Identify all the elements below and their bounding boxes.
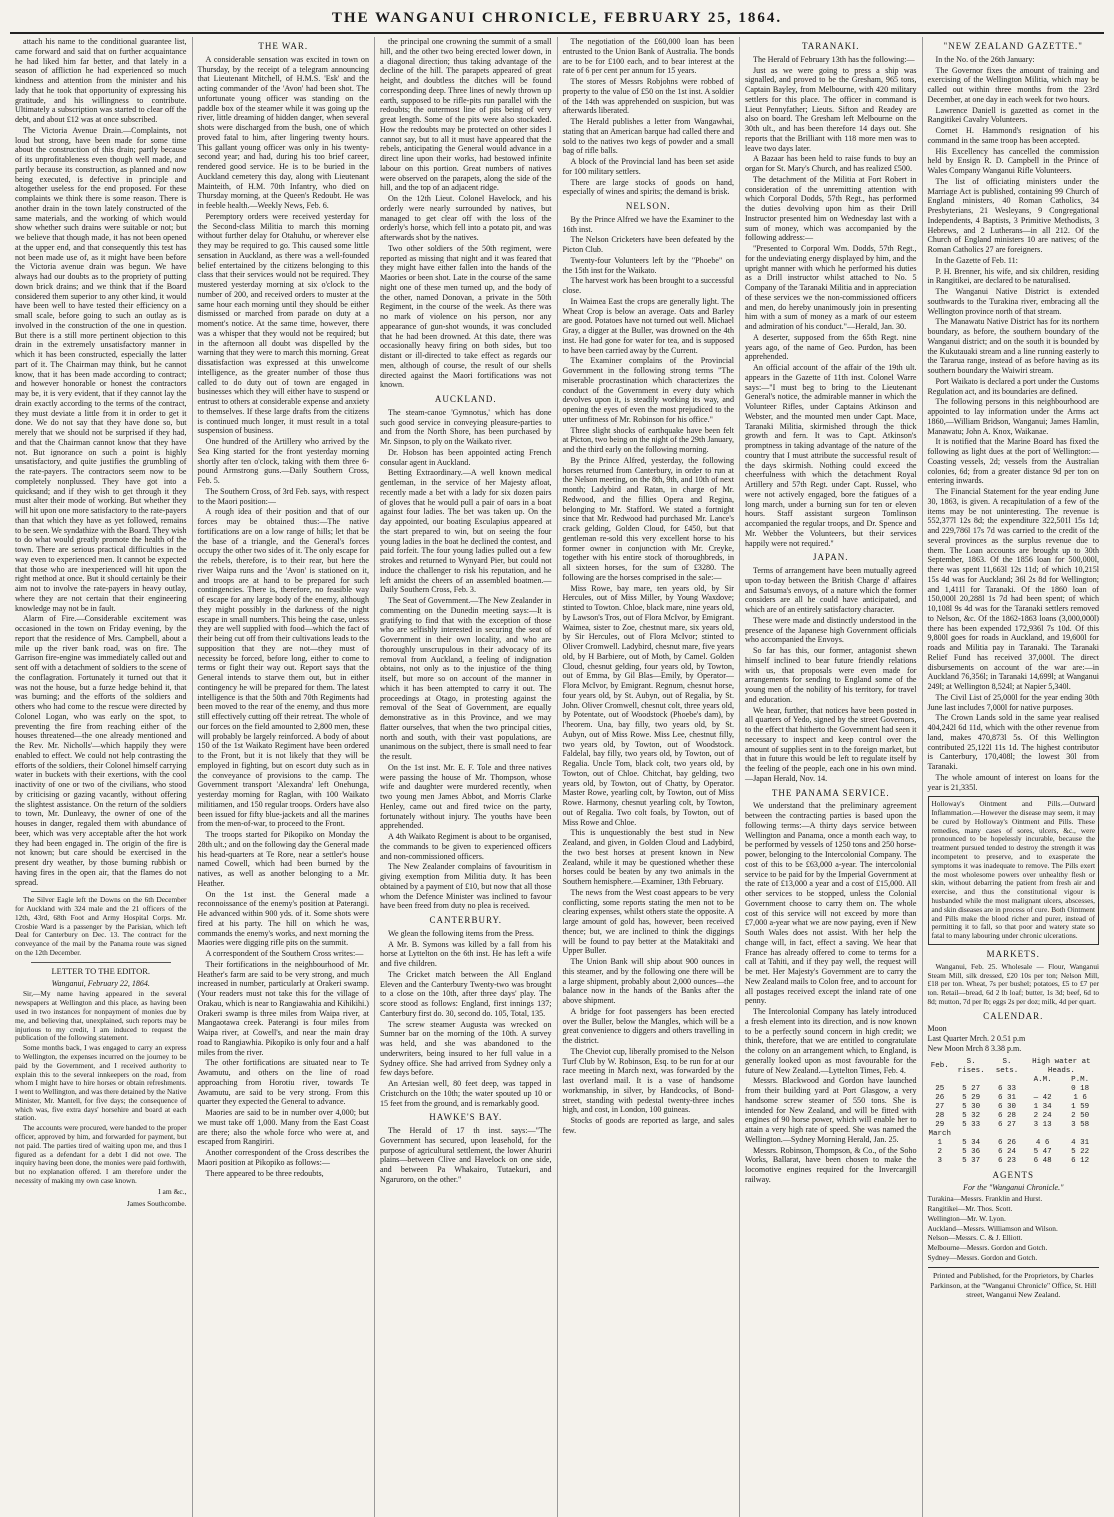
- article-paragraph: The Herald of February 13th has the following:—: [753, 54, 915, 64]
- article-paragraph: On the 12th Lieut. Colonel Havelock, and his orderly were nearly surrounded by natives, but managed to get clear off with the loss of the orderly's horse, which fell into a potato pit, and was afterwards shot by the natives.: [380, 194, 552, 242]
- tide-cell: 5 47: [1033, 1147, 1052, 1156]
- tide-cell: 6 48: [1033, 1156, 1052, 1165]
- tide-cell: 5 36: [962, 1147, 981, 1156]
- article-paragraph: The Intercolonial Company has lately introduced a fresh element into its direction, and is now known to be a perfectly sound concern in high credit; we think, therefore, that we are entitled to congratulate the colony on an arrangement which, to England, is generally looked upon as most favourable for the future of New Zealand.—Lyttelton Times, Feb. 4.: [745, 1007, 917, 1075]
- agent-entry: Nelson—Messrs. C. & J. Elliott.: [927, 1233, 1023, 1243]
- article-paragraph: The negotiation of the £60,000 loan has been entrusted to the Union Bank of Australia. The bonds are to be for £100 each, and to bear interest at the rate of 6 per cent per annum for 15 years.: [562, 37, 734, 76]
- tide-cell: 5 34: [962, 1138, 981, 1147]
- tide-cell: 6 30: [997, 1102, 1016, 1111]
- tide-cell: 3 13: [1033, 1120, 1052, 1129]
- tide-cell: — 42: [1033, 1093, 1052, 1102]
- article-paragraph: The Herald of 17 th inst. says:—"The Government has secured, upon leasehold, for the purpose of agricultural settlement, the lower Ahuriri plains—between Clive and Havelock on one side, and between Pa Whakairo, Tutaekuri, and Ngaruroro, on the other.": [380, 1126, 552, 1184]
- article-paragraph: We glean the following items from the Press.: [388, 928, 534, 938]
- tide-cell: 5 22: [1071, 1147, 1090, 1156]
- article-paragraph: The steam-canoe 'Gymnotus,' which has done such good service in conveying pleasure-parties to and from the North Shore, has been purchased by Mr. Sinpson, to ply on the Waikato river.: [380, 407, 552, 446]
- tide-cell: 6 24: [997, 1147, 1016, 1156]
- agent-entry: Rangitikei—Mr. Thos. Scott.: [927, 1204, 1013, 1214]
- article-paragraph: The troops started for Pikopiko on Monday the 28th ult.; and on the following day the General made his head-quarters at Te Rore, near a settler's house named Cowell, which had been burned by the natives, as well as another belonging to a Mr. Heather.: [197, 830, 369, 888]
- tide-header-row: [928, 1058, 1100, 1076]
- article-paragraph: A deserter, supposed from the 65th Regt. nine years ago, of the name of Geo. Purdon, has been apprehended.: [745, 332, 917, 362]
- section-heading: TARANAKI.: [801, 41, 860, 51]
- section-heading: THE WAR.: [258, 41, 309, 51]
- tide-cell: 1: [937, 1138, 943, 1147]
- letter-signature: James Southcombe.: [126, 1198, 187, 1208]
- tide-cell: 5 37: [962, 1156, 981, 1165]
- divider: [31, 891, 171, 892]
- article-paragraph: On the 1st inst. the General made a reconnoissance of the enemy's position at Paterangi. He advanced within 900 yds. of it. Some shots were fired at his party. The hill on which he was, commands the enemy's works, and next morning the Maories were digging rifle pits on the summit.: [197, 889, 369, 948]
- article-paragraph: There are large stocks of goods on hand, especially of wines and spirits; the demand is brisk.: [562, 177, 734, 197]
- columns: [10, 37, 1104, 1517]
- tide-cell: 0 18: [1071, 1084, 1090, 1093]
- moon-phases: [928, 1024, 1100, 1053]
- article-paragraph: attach his name to the conditional guarantee list, came forward and said that on further acquaintance he had liked him far better, and that lately in a season of affliction he had experienced so much kindness and attention from the minister and his lady that he took that opportunity of expressing his gratitude, and his willingness to contribute. Ultimately a subscription was started to clear off the debt, and about £12 was at once subscribed.: [15, 37, 187, 124]
- article-paragraph: We hear, further, that notices have been posted in all quarters of Yedo, signed by the street Governors, to the effect that hitherto the Government had seen it necessary to inspect and keep control over the amount of supplies sent in to the foreign market, but that in future this would be left to regulate itself by the feeling of the people, each one in his own mind.—Japan Herald, Nov. 14.: [745, 705, 917, 783]
- agent-entry: Wellington—Mr. W. Lyon.: [927, 1213, 1006, 1223]
- tide-subheader: [952, 1076, 990, 1085]
- tide-subheader: [928, 1076, 953, 1085]
- tide-cell: 5 32: [962, 1111, 981, 1120]
- article-paragraph: So far has this, our former, antagonist shewn himself inclined to bear future friendly relations with us, that proposals were even made for arrangements for sending to England some of the young men of the nobility of his territory, for travel and education.: [745, 646, 917, 704]
- article-paragraph: Stocks of goods are reported as large, and sales few.: [562, 1116, 734, 1135]
- article-paragraph: The screw steamer Augusta was wrecked on Sumner bar on the morning of the 10th. A survey was held, and she was abandoned to the underwriters, being insured to her full value in a Sydney office. She had arrived from Sydney only a few days before.: [380, 1019, 552, 1078]
- article-paragraph: A bridge for foot passengers has been erected over the Buller, below the Mangles, which will be a great convenience to diggers and others travelling in the district.: [562, 1006, 734, 1045]
- letter-dateline: Wanganui, February 22, 1864.: [51, 978, 150, 988]
- article-paragraph: The Governor fixes the amount of training and exercising of the Wellington Militia, which may be called out within three months from the 23rd December, at one day in each week for two hours.: [927, 65, 1099, 104]
- article-paragraph: Terms of arrangement have been mutually agreed upon to-day between the British Charge d' affaires and Satsuma's envoys, of a nature which the former considers are all he could have anticipated, and which are of an entirely satisfactory character.: [745, 566, 917, 614]
- tide-cell: 4 6: [1035, 1138, 1050, 1147]
- tide-cell: 6 27: [997, 1120, 1016, 1129]
- article-paragraph: The Nelson Cricketers have been defeated by the Picton Club.: [562, 235, 734, 254]
- article-paragraph: Cornet H. Hammond's resignation of his command in the same troop has been accepted.: [927, 126, 1099, 145]
- article-paragraph: Dr. Hobson has been appointed acting French consular agent in Auckland.: [380, 447, 552, 467]
- section-heading: AUCKLAND.: [434, 394, 497, 404]
- tide-cell: [1024, 1130, 1062, 1139]
- article-paragraph: The stores of Messrs Robjohns were robbed of property to the value of £50 on the 1st inst. A soldier of the 14th was apprehended on suspicion, but was afterwards liberated.: [562, 77, 734, 116]
- tide-row: [928, 1112, 1100, 1121]
- article-paragraph: In Waimea East the crops are generally light. The Wheat Crop is below an average. Oats and Barley are good. Potatoes have not turned out well. Michael Gray, a digger at the Buller, was drowned on the 4th inst. He had gone for water for tea, and is supposed to have been carried away by the Current.: [562, 296, 734, 355]
- tide-row: [928, 1085, 1100, 1094]
- article-paragraph: The Financial Statement for the year ending June 30, 1863, is given. A recapitulation of a few of the items may be not uninteresting. The revenue is 552,377l 12s 8d; the expenditure 322,501l 15s 1d; and 229,786l 17s 7d was carried to the credit of the several provinces as the surplus revenue due to them. The Loan accounts are brought up to 30th September, 1863. Of the 1856 loan for 500,000l, there was spent 11,663l 12s 11d; of which 10,215l 15s 4d was for Auckland; 36l 2s 8d for Wellington; and 1,411l for Taranaki. Of the 1860 loan of 150,000l 20,288l 1s 7d had been spent; of which 10,108l 9s 4d was for the Taranaki settlers removed to Nelson, &c. Of the 1862-1863 loans (3,000,000l) there has been expended 172,936l 7s 10d. Of this 9,800l goes for roads in Auckland, and 19,600l for roads and Militia pay in Taranaki. The Taranaki Relief Fund has received 37,000l. The direct disbursements on account of the war are:—in Auckland 76,356l; in Taranaki 14,699l; at Wanganui 249l; at Wellington 8,524l; at Napier 5,340l.: [927, 487, 1099, 691]
- agents-list: [928, 1195, 1100, 1263]
- letter-paragraph: Sir,—My name having appeared in the several newspapers at Wellington and this place, as having been used in two instances for nonpayment of monies due by me, and believing that, unexplained, such reports may be injurious to my credit, I am induced to request the publication of the following statement.: [15, 989, 187, 1043]
- tide-subheader: P.M.: [1071, 1075, 1090, 1084]
- column-1: [10, 37, 193, 1517]
- article-paragraph: A block of the Provincial land has been set aside for 100 military settlers.: [562, 157, 734, 176]
- tide-subheader: A.M.: [1033, 1075, 1052, 1084]
- tide-header: S. sets.: [995, 1057, 1019, 1075]
- tide-header: S. rises.: [957, 1057, 985, 1075]
- article-paragraph: The whole amount of interest on loans for the year is 21,335l.: [927, 772, 1099, 792]
- letter-close: I am &c.,: [158, 1186, 187, 1196]
- section-heading: AGENTS: [992, 1169, 1034, 1180]
- moon-phase: New Moon Mrch 8 3.38 p.m.: [927, 1043, 1022, 1053]
- article-paragraph: An official account of the affair of the 19th ult. appears in the Gazette of 11th inst. Colonel Warre says:—"I must beg to bring to the Lieutenant General's notice, the admirable manner in which the Volunteer Rifles, under Captains Atkinson and Webster, and the mounted men under Capt. Mace, Taranaki Militia, skirmished through the thick growth and fern. It was to Capt. Atkinson's promptness in taking advantage of the nature of the country that I must attribute the successful result of the days skirmish. Nothing could exceed the cheerfulness with which the detachment Royal Artillery and 57th Regt. under Capt. Russel, who were not actively engaged, bore the fatigues of a long march, under a burning sun for ten or eleven hours. Staff assistant surgeon Tomlinson accompanied the regular troops, and Dr. Spence and Mr. Webber the Volunteers, but their services happily were not required.": [745, 363, 917, 548]
- tide-cell: 5 29: [962, 1093, 981, 1102]
- tide-row: [928, 1148, 1100, 1157]
- tide-subheader: [990, 1076, 1024, 1085]
- section-heading: CALENDAR.: [983, 1010, 1044, 1021]
- article-paragraph: The Southern Cross, of 3rd Feb. says, with respect to the Maori position:—: [197, 486, 369, 506]
- article-paragraph: In the No. of the 26th January:: [935, 54, 1035, 64]
- tide-cell: 6 23: [997, 1156, 1016, 1165]
- tide-cell: 6 33: [997, 1084, 1016, 1093]
- tide-cell: [990, 1130, 1024, 1139]
- markets-report: Wanganui, Feb. 25. Wholesale — Flour, Wanganui Steam Mill, silk dressed, £20 10s per ton; Nelson Mill, £18 per ton. Wheat, 7s per bushel; potatoes, £5 to £7 per ton. Retail—bread, 6d 2 lb loaf; butter, 1s 3d; beef, 6d to 8d; mutton, 7d per lb; eggs 2s per doz; milk, 4d per quart.: [927, 961, 1099, 1006]
- section-heading: NELSON.: [625, 201, 671, 211]
- section-heading: JAPAN.: [813, 552, 849, 563]
- tide-cell: 5 30: [962, 1102, 981, 1111]
- tide-cell: [952, 1130, 990, 1139]
- article-paragraph: The detachment of the Militia at Fort Robert in consideration of the unremitting attention with which Corporal Dodds, 57th Regt., has performed the duties devolving upon him as their Drill Instructor presented him on Wednesday last with a sum of money, which was accompanied by the following address:—: [745, 174, 917, 243]
- article-paragraph: A correspondent of the Southern Cross writes:—: [205, 949, 364, 958]
- tide-cell: 2 50: [1071, 1111, 1090, 1120]
- tide-subheader-row: [928, 1076, 1100, 1085]
- tide-row: [928, 1094, 1100, 1103]
- tide-cell: 6 12: [1071, 1156, 1090, 1165]
- article-paragraph: The harvest work has been brought to a successful close.: [562, 276, 734, 295]
- tide-cell: 5 33: [962, 1120, 981, 1129]
- article-paragraph: The following persons in this neighbourhood are appointed to lay information under the Arms act 1860,—William Bridson, Wanganui; James Hamlin, Manawatu; John A. Knox, Waikanae.: [927, 397, 1099, 436]
- tide-cell: March: [928, 1129, 952, 1138]
- article-paragraph: "Presented to Corporal Wm. Dodds, 57th Regt., for the undeviating energy displayed by him, and the upright manner with which he performed his duties as a Drill instructor whilst attached to No. 5 Company of the Taranaki Militia and in appreciation of these services we the non-commissioned officers and men, do hereby unanimously join in presenting him with a sum of money as a mark of our esteem and admiration of his conduct."—Herald, Jan. 30.: [745, 244, 917, 331]
- agent-entry: Sydney—Messrs. Gordon and Gotch.: [927, 1253, 1038, 1263]
- agent-entry: Turakina—Messrs. Franklin and Hurst.: [927, 1194, 1043, 1204]
- tide-cell: [1024, 1085, 1062, 1094]
- article-paragraph: Alarm of Fire.—Considerable excitement was occasioned in the town on Friday evening, by the report that the residence of Mrs. Campbell, about a mile up the river bank road, was on fire. The Garrison fire-engine was immediately called out and sent off with a detachment of soldiers to the scene of the conflagration. Fortunately it turned out that it was not the house, but a furze hedge behind it, that was burning; and the efforts of the soldiers and others who had come to the rescue were directed by Colonel Logan, who was early on the spot, to preventing the fire from reaching either of the houses threatened—the one already mentioned and the Rev. Mr. Nicholls'—which happily they were enabled to effect. We could not help contrasting the efforts of the soldiers, their Colonel himself carrying water in buckets with their exertions, with the cool inactivity of one or two of the civilians, who stood by criticising or gazing vacantly, without offering the slightest assistance. On the return of the soldiers to town, Mr. Dunleavy, the owner of one of the houses in danger, regaled them with abundance of beer, which was very acceptable after the hot work they had been engaged in. The origin of the fire is not known; but care should be exercised in the present dry weather, by those burning rubbish or having fires in the open air, that the flames do not spread.: [15, 614, 187, 887]
- tide-cell: 27: [935, 1102, 945, 1111]
- article-paragraph: An Artesian well, 80 feet deep, was tapped in Cristchurch on the 10th; the water spouted up 10 or 15 feet from the ground, and is remarkably good.: [380, 1079, 552, 1108]
- article-paragraph: Their fortifications in the neighbourhood of Mr. Heather's farm are said to be very strong, and much increased in number, particularly at Orakeri swamp. (Your readers must not take this for the village of Orakau, which is near to Rangiawahia and Kihikihi.) Orakeri swamp is three miles from Waipa river, at Mangaotawa creek. Paterangi is four miles from Waipa river, at Cowell's, and near the main dray road to Rangiawhia. Pikopiko is only four and a half miles from the river.: [197, 959, 369, 1057]
- tide-cell: [1061, 1130, 1099, 1139]
- article-paragraph: There appeared to be three redoubts,: [205, 1168, 324, 1178]
- article-paragraph: Betting Extraordinary.—A well known medical gentleman, in the service of her Majesty afloat, recently made a bet with a lady for six dozen pairs of gloves that he would pull a pair of oars in a boat against four ladies. The bet was taken up. On the day appointed, our boating Esculapius appeared at the start prepared to win, but on seeing the four young ladies in the boat he declined the contest, and paid forfeit. The four young ladies pulled out a few strokes and returned to Wynyard Pier, but could not induce the challenger to risk his reputation, and he left amidst the cheers of an assembled boatmen.—Daily Southern Cross, Feb. 3.: [380, 468, 552, 595]
- article-paragraph: Two other soldiers of the 50th regiment, were reported as missing that night and it was feared that they might have either fallen into the hands of the Maories or been shot. Late in the course of the same night one of these men turned up, and the body of the other, named Donovan, a private in the 50th Regiment, in the course of the week. As there was no mark of violence on his person, nor any appearance of gun-shot wounds, it was concluded that he had been drowned. At this date, there was occasionally heavy firing on both sides, but too distant or ill-directed to take effect as regards our men, although of course, the result of our shells directed against the Maori fortifications was not known.: [380, 243, 552, 390]
- tide-header: Feb.: [930, 1062, 949, 1071]
- article-paragraph: A rough idea of their position and that of our forces may be obtained thus:—The native fortifications are on a low range of hills; let that be the base of a triangle, and the General's forces occupy the other two sides of it. The only escape for the rebels, therefore, is to their rear, but here the river Waipa runs and the 'Avon' is stationed on it, and troops are at hand to be prepared for such contingencies. There is, therefore, no feasible way of escape for any large body of the enemy, although they might possibly in the darkness of the night escape in small numbers. This being the case, unless they are well supplied with food—which the fact of their being cut off from their cultivations leads to the supposition that they are not—they must of necessity be forced, before long, either to come to terms or fight their way out. Report says that the General intends to starve them out, but in either contingency he will be prepared for them. The latest intelligence is that the 50th and 70th Regiments had been moved to the rear of the enemy, and thus more still effectively cutting off their retreat. The whole of our forces on the field amounted to 2,800 men, these will probably be largely reinforced. A body of about 150 of the 1st Waikato Regiment have been ordered to the Front, but it is not likely that they will be employed in fighting, but on escort duty such as in the conveyance of provisions to the camp. The Government transport 'Alexandra' left Onehunga, yesterday morning for Raglan, with 100 Waikato militiamen, and 150 regular troops. Orders have also been issued for fifty blue-jackets and all the marines from the men-of-war, to proceed to the Front.: [197, 507, 369, 829]
- agents-subheading: For the "Wanganui Chronicle.": [963, 1183, 1064, 1193]
- moon-label: Moon: [927, 1024, 947, 1034]
- article-paragraph: A Bazaar has been held to raise funds to buy an organ for St. Mary's Church, and has realized £500.: [745, 154, 917, 173]
- tide-cell: 28: [935, 1111, 945, 1120]
- article-paragraph: Peremptory orders were received yesterday for the Second-class Militia to march this morning without further delay for Otahuhu, or wherever else they may be required to go. This caused some little sensation in Auckland, as there was a well-founded belief entertained by the citizens belonging to this class that their services would not be required. They mustered yesterday morning at six o'clock to the number of 200, and received orders to muster at the same hour each morning until they should be either dismissed or marched from parade on duty at a moment's notice. At the same time, however, there was a whisper that they would not be required; but in the afternoon all doubt was dispelled by the warning that they were to march this morning. Great dissatisfaction was expressed at this unwelcome intelligence, as the greater number of those thus called to do duty out of town are engaged in businesses which they will either have to suspend or entrust to others at considerable expense and anxiety to themselves. If these large drafts from the citizens is continued much longer, it must result in a total suspension of business.: [197, 211, 369, 436]
- article-paragraph: It is notified that the Marine Board has fixed the following as light dues at the port of Wellington:—Coasting vessels, 2d; vessels from the Australian colonies, 6d; from a greater distance 9d per ton on entering inwards.: [927, 437, 1099, 486]
- article-paragraph: Twenty-four Volunteers left by the "Phoebe" on the 15th inst for the Waikato.: [562, 255, 734, 275]
- article-paragraph: By the Prince Alfred we have the Examiner to the 16th inst.: [562, 214, 734, 234]
- article-paragraph: The Cheviot cup, liberally promised to the Nelson Turf Club by W. Robinson, Esq. to be run for at our race meeting in March next, was forwarded by the last overland mail. It is a vase of handsome workmanship, in silver, by Handcocks, of Bond-street, standing with pedestal twenty-three inches high, and cost, in London, 100 guineas.: [562, 1046, 734, 1115]
- tide-cell: 25: [935, 1084, 945, 1093]
- agent-entry: Melbourne—Messrs. Gordon and Gotch.: [927, 1243, 1048, 1253]
- article-paragraph: In the Gazette of Feb. 11:: [935, 255, 1018, 265]
- tide-cell: 1 6: [1073, 1093, 1087, 1102]
- article-paragraph: One hundred of the Artillery who arrived by the Sea King started for the front yesterday morning shortly after ten o'clock, taking with them three 6-pound Armstrong guns.—Daily Southern Cross, Feb. 5.: [197, 437, 369, 485]
- tide-row: [928, 1157, 1100, 1166]
- tide-cell: 1 59: [1071, 1102, 1090, 1111]
- section-heading: CANTERBURY.: [429, 915, 503, 925]
- tide-table: [928, 1058, 1100, 1166]
- article-paragraph: Messrs. Blackwood and Gordon have launched from their building yard at Port Glasgow, a very handsome screw steamer of 550 tons. She is intended for New Zealand, and will be fitted with engines of 90 horse power, which will enable her to attain a very high rate of speed. She was named the Wellington.—Sydney Morning Herald, Jan. 25.: [745, 1076, 917, 1144]
- article-paragraph: A Mr. B. Symons was killed by a fall from his horse at Lyttelton on the 6th inst. He has left a wife and five children.: [380, 939, 552, 968]
- tide-row: [928, 1139, 1100, 1148]
- article-paragraph: The Examiner complains of the Provincial Government in the following strong terms "The miserable procrastination which characterizes the conduct of the Government in every duty which devolves upon it, is steadily working its way, and opening the eyes of even the most prejudiced to the utter unfitness of Mr. Robinson for his office.": [562, 356, 734, 424]
- tide-cell: 6 28: [997, 1111, 1016, 1120]
- article-paragraph: Port Waikato is declared a port under the Customs Regulation act, and its boundaries are defined.: [927, 376, 1099, 396]
- article-paragraph: His Excellency has cancelled the commission held by Ensign R. D. Campbell in the Prince of Wales Company Wanganui Rifle Volunteers.: [927, 146, 1099, 175]
- article-paragraph: Three slight shocks of earthquake have been felt at Picton, two being on the night of the 29th January, and the third early on the following morning.: [562, 425, 734, 454]
- article-paragraph: The Cricket match between the All England Eleven and the Canterbury Twenty-two was brought to a close on the 10th, after three days' play. The score stood as follows: England, first innings 137; Canterbury first do. 30, second do. 105, Total, 135.: [380, 969, 552, 1018]
- article-paragraph: The Herald publishes a letter from Wangawhai, stating that an American barque had called there and sold to the natives two kegs of powder and a small bag of rifle balls.: [562, 117, 734, 156]
- article-paragraph: P. H. Brenner, his wife, and six children, residing in Rangitikei, are declared to be naturalised.: [927, 266, 1099, 286]
- article-paragraph: By the Prince Alfred, yesterday, the following horses returned from Canterbury, in order to run at the Nelson meeting, on the 8th, 9th, and 10th of next month; Ladybird and Ratan, in charge of Mr. Redwood, and the fillies Opera and Regina, belonging to Mr. Stafford. We stated a fortnight since that Mr. Redwood had purchased Mr. Lance's crack gelding, Golden Cloud, for £450, but that gentleman re-sold this very excellent horse to his former owner in conjunction with Mr. Creyke, together with his entire stock of thoroughbreds, in all sixteen horses, for the sum of £3280. The following are the horses comprised in the sale:—: [562, 455, 734, 582]
- tide-cell: 2 24: [1033, 1111, 1052, 1120]
- article-paragraph: The list of officiating ministers under the Marriage Act is published, containing 99 Church of England ministers, 40 Roman Catholics, 34 Presbyterians, 21 Wesleyans, 9 Congregational Independents, 4 Baptists, 3 Primitive Methodists, 3 Hebrews, and 2 Lutherans—in all 212. Of the Church of England ministers 10 are natives; of the Roman Catholics 27 are foreigners.: [927, 176, 1099, 254]
- tide-cell: 29: [935, 1120, 945, 1129]
- article-paragraph: The Civil List of 25,000l for the year ending 30th June last includes 7,000l for native purposes.: [927, 692, 1099, 712]
- shipping-note: The Silver Eagle left the Downs on the 6th December for Auckland with 324 male and the 21 officers of the 12th, 43rd, 68th Foot and Army Hospital Corps. Mr. Crosbie Ward is a passenger by the Parisian, which left Deal for Canterbury on Dec. 13. The contract for the conveyance of the mail by the Panama route was signed on the 12th December.: [15, 895, 187, 958]
- column-6: [923, 37, 1105, 1517]
- article-paragraph: Messrs. Robinson, Thompson, & Co., of the Soho Works, Ballarat, have been chosen to make the locomotive engines required for the Invercargill railway.: [745, 1145, 917, 1184]
- tide-cell: 6 26: [997, 1138, 1016, 1147]
- article-paragraph: The Manawatu Native District has for its northern boundary, as before, the southern boundary of the Wanganui district; and on the south it is bounded by the Kukutauaki stream and a line running easterly to the Tararua range, instead of as before having as its southern boundary the Waiwiri stream.: [927, 317, 1099, 375]
- column-3: [375, 37, 558, 1517]
- tide-row: [928, 1121, 1100, 1130]
- tide-cell: 3 58: [1071, 1120, 1090, 1129]
- letter-paragraph: Some months back, I was engaged to carry an express to Wellington, the expenses incurred on the journey to be paid by the Government, and I received authority to explain this to the several innkeepers on the road, from whom I might have to hire horses or obtain refreshments. I went to Wellington, and was there detained by the Native Minister, Mr. Mantell, for five days; the consequence of which was, five extra days' horsehire and board at each station.: [15, 1043, 187, 1123]
- article-paragraph: A 4th Waikato Regiment is about to be organised, the commands to be given to experienced officers and non-commissioned officers.: [380, 832, 552, 861]
- tide-cell: 6 31: [997, 1093, 1016, 1102]
- letter-paragraph: The accounts were procured, were handed to the proper officer, approved by him, and forwarded for payment, but not paid. The parties tired of waiting upon me, and thus I figured as a defendant for a debt I did not owe. The inquiry having been done, the monies were paid forthwith, but no explanation offered. I am therefore under the necessity of making my own case known.: [15, 1123, 187, 1186]
- article-paragraph: This is unquestionably the best stud in New Zealand, and given, in Golden Cloud and Ladybird, the two best horses at present known in New Zealand, while it may be questioned whether these horses could be beaten by any two animals in the Southern hemisphere.—Examiner, 13th February.: [562, 828, 734, 886]
- article-paragraph: Another correspondent of the Cross describes the Maori position at Pikopiko as follows:—: [197, 1148, 369, 1167]
- column-2: [193, 37, 376, 1517]
- section-heading: THE PANAMA SERVICE.: [771, 787, 890, 798]
- holloway-advertisement: [928, 796, 1100, 945]
- tide-header: High water at Heads.: [1032, 1057, 1091, 1075]
- article-paragraph: The Union Bank will ship about 900 ounces in this steamer, and by the following one there will be a large shipment, probably about 2,000 ounces—the balance now in the hands of the Banks after the above shipment.: [562, 957, 734, 1005]
- article-paragraph: A considerable sensation was excited in town on Thursday, by the receipt of a telegram announcing that Lieutenant Mitchell, of H.M.S. 'Esk' and the acting commander of the 'Avon' had been shot. The unfortunate young officer was standing on the paddle box of the steamer while it was going up the river, little dreaming of hidden danger, when several shots were discharged from the bush, one of which proved fatal to him, after lingering twenty hours. This gallant young officer was only in his twenty-second year; and had, during his too brief career, rendered good service. He is to be buried in the Auckland cemetery this day, along with Lieutenant Mainteith, of H.M. 70th Infantry, who died on Thursday morning, at the Queen's Redoubt. He was in feeble health.—Weekly News, Feb. 6.: [197, 54, 369, 210]
- tide-cell: 26: [935, 1093, 945, 1102]
- moon-phase: Last Quarter Mrch. 2 0.51 p.m: [927, 1034, 1026, 1044]
- agent-entry: Auckland—Messrs. Williamson and Wilson.: [927, 1223, 1058, 1233]
- tide-cell: 2: [937, 1147, 943, 1156]
- article-paragraph: The Wanganui Native District is extended southwards to the Turakina river, embracing all the Wellington province north of that stream.: [927, 287, 1099, 316]
- section-heading: "NEW ZEALAND GAZETTE.": [943, 41, 1083, 51]
- article-paragraph: We understand that the preliminary agreement between the contracting parties is based upon the following terms:—A thirty days service between Wellington and Panama, once a month each way, to be performed by vessels of 1250 tons and 250 horse-power, belonging to the Intercolonial Company. The cost of this to be £63,000 a-year. The intercolonial service to be paid for by the Imperial Government at the rate of £13,000 a year and a cost of £15,000. All other services to be stopped, unless the Colonial Government choose to carry them on. The whole cost of this service will not exceed by more than £7,000 a-year what we are now paying, even if New South Wales does not assist. With her help the change will, in fact, effect a saving. We hear that France has already offered to come to terms for a call at Tahiti, and if they pay well, the request will be met. Her Majesty's Government are to carry the New Zealand mails to Colon free, and to account for all postages received except the inland rate of one penny.: [745, 801, 917, 1006]
- section-heading: LETTER TO THE EDITOR.: [51, 965, 151, 976]
- section-heading: HAWKE'S BAY.: [429, 1112, 503, 1123]
- article-paragraph: These were made and distinctly understood in the presence of the Japanese high Government officials who accompanied the Envoys.: [745, 615, 917, 645]
- tide-cell: 3: [937, 1156, 943, 1165]
- tide-row: [928, 1103, 1100, 1112]
- section-heading: MARKETS.: [986, 949, 1040, 959]
- advertisement-text: Holloway's Ointment and Pills.—Outward Inflammation.—However the disease may seem, it may be cured by Holloway's Ointment and Pills. These remedies, many cases of sores, ulcers, &c., were pronounced to be hopelessly incurable, because the treatment pursued tended to destroy the strength it was incompetent to preserve, and to exasperate the symptoms it was inadequate to remove. The Pills exert the most wholesome powers over unhealthy flesh or skin, without debarring the patient from fresh air and exercise, and thus the constitutional vigour is husbanded while the most malignant ulcers, abscesses, and skin diseases are in process of cure. Both Ointment and Pills make the blood richer and purer, instead of permitting it to fall, so that poor and watery state so fatal to many labouring under chronic ulcerations.: [931, 799, 1095, 941]
- horse-list: Miss Rowe, bay mare, ten years old, by Sir Hercules, out of Miss Miller, by Young Waxdove; stinted to Towton. Chloe, black mare, nine years old, by Lawson's Tros, out of Flora McIvor, by Emigrant. Waimea, sister to Zoe, chestnut mare, six years old, by Sir Hercules, out of Flora McIvor; stinted to Oliver Cromwell. Ladybird, chesnut mare, five years old, by H Barbiere, out of Moth, by Camel. Golden Cloud, chesnut gelding, four years old, by Towton, out of Emma, by Gil Blas—Emily, by Operator—Flora McIvor, by Emigrant. Regnum, chesnut horse, four years old, by St. Aubyn, out of Regalia, by St. John. Oliver Cromwell, chesnut colt, three years old, by Potentate, out of Woodstock (Phoebe's dam), by l'heorem. Una, bay filly, two years old, by St. Aubyn, out of Miss Rowe. Miss Lee, chestnut filly, two years old, by Towton, out of Woodstock. Faldelal, bay filly, two years old, by Towton, out of Regalia. Uncle Tom, black colt, two years old, by Towton, out of Chloe. Chitchat, bay gelding, two years old, by Towton, out of Chatty, by Operator. Master Rowe, yearling colt, by Towton, out of Miss Rowe. Harmony, chesnut yearling colt, by Towton, out of Regalia. Two colt foals, by Towton, out of Miss Rowe and Chloe.: [562, 583, 734, 827]
- masthead: THE WANGANUI CHRONICLE, FEBRUARY 25, 1864.: [10, 6, 1104, 34]
- tide-cell: 1 34: [1033, 1102, 1052, 1111]
- article-paragraph: the principal one crowning the summit of a small hill, and the other two being erected lower down, in a diagonal direction; thus taking advantage of the decline of the hill. The parapets appeared of great height, and doubtless the ditches will be found corresponding deep. Three lines of newly thrown up earth, supposed to be rifle-pits run parallel with the redoubts; the outermost line of pits being of very great length. Some of the pits were also stockaded. How the redoubts may be protected on other sides I cannot say, but to all it must have appeared that the rebels, anticipating the General would advance in a direct line upon their works, had bestowed infinite labour on this portion. Great numbers of natives were observed on the parapets, along the side of the hill, and the top of an adjacent ridge.: [380, 37, 552, 193]
- article-paragraph: Lawrence Daniell is gazetted as cornet in the Rangitikei Cavalry Volunteers.: [927, 105, 1099, 125]
- tide-cell: 5 27: [962, 1084, 981, 1093]
- article-paragraph: The Crown Lands sold in the same year realised 404,242l 6d 11d, which with the other revenue from land, makes 470,873l 5s. Of this Wellington contributed 25,122l 11s 1d. The highest contributor is Canterbury, 170,408l; the lowest 30l from Taranaki.: [927, 713, 1099, 771]
- article-paragraph: Just as we were going to press a ship was signalled, and proved to be the Gresham, 965 tons, Captain Bayley, from Melbourne, with 420 military settlers for this place. The officer in command is Lieut Pennyfather; Lieuts. Sifton and Readey are also on board. The Gresham left Melbourne on the 30th ult., and has been therefore 14 days out. She reports that the Brilliant with 118 more men was to leave two days later.: [745, 65, 917, 153]
- article-paragraph: Maories are said to be in number over 4,000; but we must take off 1,000. Many from the East Coast are there; also the whole force who were at, and escaped from Rangiriri.: [197, 1108, 369, 1147]
- article-paragraph: On the 1st inst. Mr. E. F. Tole and three natives were passing the house of Mr. Thompson, whose wife and daughter were murdered recently, when two young men James Abbot, and Morris Clarke Henley, came out and fired twice on the party, fortunately without injury. The youths have been apprehended.: [380, 762, 552, 831]
- divider: [31, 962, 171, 963]
- article-paragraph: The other fortifications are situated near to Te Awamutu, and others on the line of road approaching from Horotiu river, towards Te Awamutu, are said to be very strong. From this quarter they expected the General to advance.: [197, 1058, 369, 1107]
- article-paragraph: The Victoria Avenue Drain.—Complaints, not loud but strong, have been made for some time about the construction of this drain; partly because of its unprofitableness even though well made, and partly because its construction, as planned and now being executed, is defective in principle and altogether useless for the end proposed. For these complaints we think there is some reason. There is another drain in the town lately constructed of the same materials, and the working of which would show whether such drains were suitable or not; but we believe that though made, it has not been opened at the upper end, and that consequently this test has not been made use of, as it might have been before the Victoria avenue drain was begun. We have always had our doubts as to the propriety of putting down brick drains; and we think that if the Board considered them superior to any other kind, it would have been well to have tested their efficiency on a small scale, before going to such an outlay as is involved in the construction of the one in question. But there is a still more pertinent objection to this drain in the extremely unsatisfactory manner in which it has been constructed, especially the latter part of it. The Chairman may think, but he cannot know, that it has been made according to contract; and however honorable or honest the contractors may be, it is very evident, that if they cannot lay the drain exactly according to the terms of the contract, they must deviate a little from it in order to get it done. We do not say that they have done so, but merely that we should not be surprised if they had, and that the Chairman cannot know that they have not. But ignorance on such a point is highly unsatisfactory, and quite justifies the grumbling of the rate-payers. The contractors seem now to be completely nonplussed. They have got into a quicksand; and if they wish to get through it they must alter their mode of working. But whether they will hit upon one more satisfactory to the rate-payers than that which they have as yet followed, remains to be seen. We syndathize with the Board. They wish to do what would greatly promote the health of the town. There are serious practical difficulties in the way even to experienced men. It cannot be expected that those who are inexperienced will hit upon the right method at once. But it should certainly be their aim not to involve the rate-payers in heavy outlay, where they are not certain that their engineering knowledge may not be in fault.: [15, 125, 187, 613]
- printer-imprint: Printed and Published, for the Proprietors, by Charles Parkinson, at the "Wanganui Chronicle" Office, St. Hill street, Wanganui New Zealand.: [928, 1267, 1100, 1300]
- tide-cell: 4 31: [1071, 1138, 1090, 1147]
- column-4: [558, 37, 741, 1517]
- article-paragraph: The Seat of Government.—The New Zealander in commenting on the Dunedin meeting says:—It is gratifying to find that with the exception of those who are selfishly interested in securing the seat of Government in their own locality, and who are thoroughly unscrupulous in their advocacy of its removal from Auckland, a feeling of indignation obtains, not only as to the injustice of the thing itself, but more so on account of the manner in which it has been attempted to carry it out. The proceedings at Otago, in protesting against the removal of the Seat of Government, are equally demonstrative as in this Province, and we may flatter ourselves, that when the two principal cities, north and south, with their vast populations, are unanimous on the subject, there is small need to fear the result.: [380, 596, 552, 761]
- column-5: [740, 37, 923, 1517]
- article-paragraph: The New Zealander complains of favouritism in giving exemption from Militia duty. It has been obtained by a payment of £10, but now that all those whom the Defence Minister was inclined to favour have been freed from duty no plea is received.: [380, 862, 552, 911]
- tide-rows: [928, 1085, 1100, 1166]
- article-paragraph: The news from the West coast appears to be very conflicting, some reports stating the men not to be clearing expenses, whilst others state the opposite. A large amount of gold has, however, been received thence; but, we are inclined to think the diggings will be found to pay better at the Matakitaki and Upper Buller.: [562, 887, 734, 956]
- tide-row: [928, 1130, 1100, 1139]
